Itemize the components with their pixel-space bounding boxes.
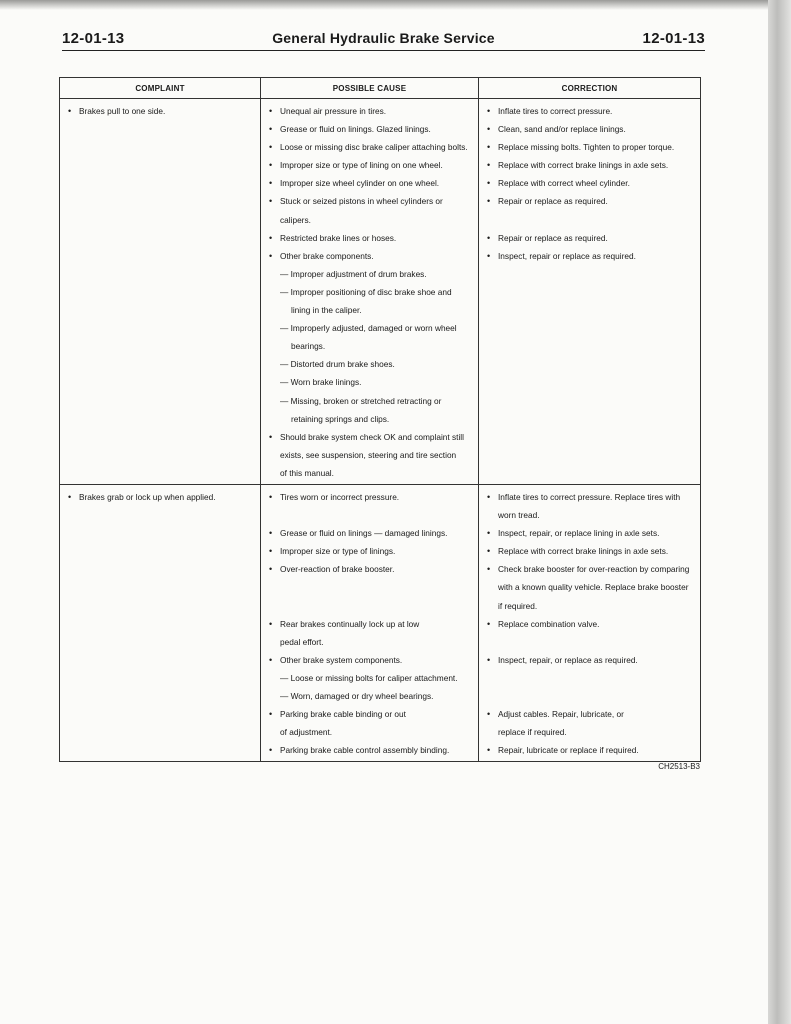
item-text: • Parking brake cable binding or out	[280, 709, 406, 720]
item-text: • Should brake system check OK and complaint still	[280, 431, 464, 442]
item-text: bearings.	[291, 341, 326, 352]
bullet-item	[60, 488, 260, 506]
bullet-item	[261, 651, 478, 669]
continuation-line	[261, 337, 478, 355]
item-text: • Repair or replace as required.	[498, 232, 608, 243]
item-text: • Improper size or type of lining on one wheel.	[280, 160, 443, 171]
bullet-item	[261, 174, 478, 192]
page-edge	[768, 0, 791, 1024]
item-text: — Missing, broken or stretched retracting or	[280, 395, 442, 406]
bullet-item	[60, 102, 260, 120]
item-text: • Adjust cables. Repair, lubricate, or	[498, 709, 624, 720]
item-text: • Check brake booster for over-reaction by comparing	[498, 564, 690, 575]
item-text: • Parking brake cable control assembly binding.	[280, 745, 450, 756]
complaint-cell	[60, 99, 261, 485]
bullet-item	[261, 120, 478, 138]
column-header-possible-cause: POSSIBLE CAUSE	[261, 78, 479, 99]
continuation-line	[261, 687, 478, 705]
bullet-item	[261, 705, 478, 723]
bullet-item	[261, 560, 478, 578]
item-text: • Repair or replace as required.	[498, 196, 608, 207]
bullet-item	[479, 102, 700, 120]
item-text: • Other brake components.	[280, 250, 374, 261]
item-text: lining in the caliper.	[291, 305, 362, 316]
spacer-line	[479, 687, 700, 705]
bullet-item	[479, 651, 700, 669]
section-number-left: 12-01-13	[62, 30, 125, 47]
continuation-line	[261, 301, 478, 319]
correction-cell	[479, 484, 701, 761]
bullet-item	[479, 247, 700, 265]
item-text: • Improper size or type of linings.	[280, 546, 396, 557]
bullet-item	[479, 156, 700, 174]
item-text: • Replace with correct brake linings in axle sets.	[498, 546, 669, 557]
item-text: • Replace with correct brake linings in axle sets.	[498, 160, 669, 171]
item-text: • Improper size wheel cylinder on one wheel.	[280, 178, 440, 189]
continuation-line	[261, 355, 478, 373]
bullet-item	[261, 247, 478, 265]
item-text: — Improper adjustment of drum brakes.	[280, 268, 427, 279]
continuation-line	[261, 319, 478, 337]
spacer-line	[261, 597, 478, 615]
item-text: • Restricted brake lines or hoses.	[280, 232, 397, 243]
continuation-line	[479, 597, 700, 615]
item-text: with a known quality vehicle. Replace brake booster	[498, 582, 689, 593]
bullet-item	[479, 560, 700, 578]
item-text: • Grease or fluid on linings. Glazed linings.	[280, 124, 431, 135]
item-text: — Worn, damaged or dry wheel bearings.	[280, 691, 434, 701]
column-header-correction: CORRECTION	[479, 78, 701, 99]
item-text: • Inspect, repair or replace as required.	[498, 250, 636, 261]
continuation-line	[261, 723, 478, 741]
bullet-item	[479, 542, 700, 560]
continuation-line	[261, 464, 478, 482]
bullet-item	[479, 229, 700, 247]
spacer-line	[479, 633, 700, 651]
item-text: • Brakes pull to one side.	[79, 106, 166, 116]
scan-shadow	[0, 0, 768, 10]
item-text: • Replace missing bolts. Tighten to proper torque.	[498, 142, 675, 153]
possible-cause-cell	[261, 484, 479, 761]
item-text: • Inspect, repair, or replace lining in axle sets.	[498, 528, 660, 539]
bullet-item	[479, 488, 700, 506]
item-text: replace if required.	[498, 727, 567, 738]
item-text: • Inflate tires to correct pressure. Replace tires with	[498, 491, 681, 502]
continuation-line	[261, 410, 478, 428]
bullet-item	[261, 192, 478, 210]
continuation-line	[479, 723, 700, 741]
item-text: • Inflate tires to correct pressure.	[498, 106, 613, 116]
item-text: • Rear brakes continually lock up at low	[280, 618, 420, 629]
bullet-item	[261, 102, 478, 120]
item-text: • Unequal air pressure in tires.	[280, 106, 387, 116]
item-text: of adjustment.	[280, 727, 333, 738]
item-text: — Improper positioning of disc brake shoe and	[280, 286, 452, 297]
possible-cause-cell	[261, 99, 479, 485]
item-text: • Tires worn or incorrect pressure.	[280, 491, 400, 502]
item-text: • Replace with correct wheel cylinder.	[498, 178, 630, 189]
spacer-line	[479, 669, 700, 687]
bullet-item	[479, 741, 700, 759]
bullet-item	[479, 138, 700, 156]
bullet-item	[261, 524, 478, 542]
item-text: exists, see suspension, steering and tire section	[280, 449, 457, 460]
continuation-line	[261, 265, 478, 283]
item-text: • Inspect, repair, or replace as required.	[498, 654, 638, 665]
item-text: — Improperly adjusted, damaged or worn wheel	[280, 323, 457, 334]
complaint-cell	[60, 484, 261, 761]
item-text: • Loose or missing disc brake caliper attaching bolts.	[280, 142, 468, 153]
bullet-item	[479, 120, 700, 138]
item-text: worn tread.	[498, 510, 540, 521]
bullet-item	[261, 138, 478, 156]
bullet-item	[479, 705, 700, 723]
bullet-item	[261, 741, 478, 759]
item-text: — Distorted drum brake shoes.	[280, 359, 395, 370]
item-text: pedal effort.	[280, 636, 324, 647]
bullet-item	[261, 542, 478, 560]
spacer-line	[261, 578, 478, 596]
table-header-row	[60, 78, 701, 99]
diagnosis-table	[59, 77, 701, 762]
section-number-right: 12-01-13	[642, 30, 705, 47]
item-text: • Clean, sand and/or replace linings.	[498, 124, 626, 135]
bullet-item	[479, 174, 700, 192]
bullet-item	[261, 229, 478, 247]
page-header	[62, 30, 705, 51]
figure-code: CH2513-B3	[658, 762, 700, 771]
page-title: General Hydraulic Brake Service	[272, 30, 495, 46]
continuation-line	[479, 506, 700, 524]
bullet-item	[261, 428, 478, 446]
continuation-line	[261, 283, 478, 301]
continuation-line	[261, 373, 478, 391]
bullet-item	[261, 615, 478, 633]
item-text: • Brakes grab or lock up when applied.	[79, 491, 216, 502]
correction-cell	[479, 99, 701, 485]
continuation-line	[261, 633, 478, 651]
bullet-item	[261, 488, 478, 506]
item-text: — Worn brake linings.	[280, 377, 362, 388]
item-text: • Stuck or seized pistons in wheel cylinders or	[280, 196, 443, 207]
continuation-line	[261, 392, 478, 410]
item-text: calipers.	[280, 214, 311, 225]
continuation-line	[261, 669, 478, 687]
table-row	[60, 99, 701, 485]
item-text: • Repair, lubricate or replace if required.	[498, 745, 639, 756]
continuation-line	[479, 578, 700, 596]
item-text: • Other brake system components.	[280, 654, 403, 665]
table-row	[60, 484, 701, 761]
bullet-item	[479, 524, 700, 542]
item-text: • Replace combination valve.	[498, 618, 600, 629]
item-text: retaining springs and clips.	[291, 413, 390, 424]
continuation-line	[261, 211, 478, 229]
item-text: • Over-reaction of brake booster.	[280, 564, 395, 575]
item-text: • Grease or fluid on linings — damaged linings.	[280, 528, 448, 539]
item-text: of this manual.	[280, 467, 334, 478]
column-header-complaint: COMPLAINT	[60, 78, 261, 99]
bullet-item	[479, 192, 700, 210]
bullet-item	[479, 615, 700, 633]
item-text: if required.	[498, 600, 538, 611]
continuation-line	[261, 446, 478, 464]
spacer-line	[261, 506, 478, 524]
bullet-item	[261, 156, 478, 174]
item-text: — Loose or missing bolts for caliper attachment.	[280, 672, 458, 683]
spacer-line	[479, 211, 700, 229]
